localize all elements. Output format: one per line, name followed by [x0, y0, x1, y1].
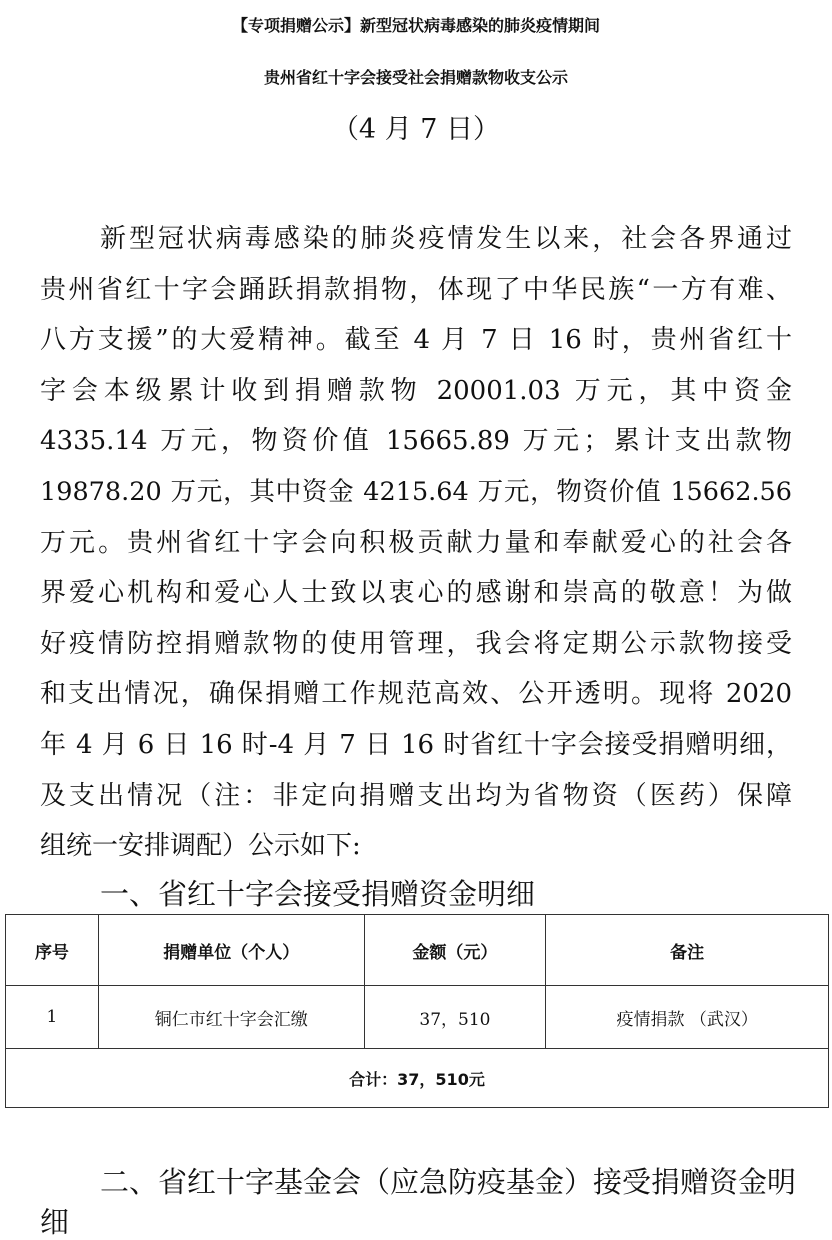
document-title-line-2: 贵州省红十字会接受社会捐赠款物收支公示 — [263, 68, 568, 87]
table-total-row — [6, 1049, 829, 1108]
cell-donor: 铜仁市红十字会汇缴 — [98, 986, 364, 1049]
paragraph-line: 4335.14 万元，物资价值 15665.89 万元；累计支出款物 — [40, 426, 792, 457]
paragraph-line: 界爱心机构和爱心人士致以衷心的感谢和崇高的敬意！为做 — [40, 578, 792, 609]
donation-table — [5, 914, 829, 1108]
paragraph-line: 好疫情防控捐赠款物的使用管理，我会将定期公示款物接受 — [40, 628, 792, 659]
section-1-heading: 一、省红十字会接受捐赠资金明细 — [100, 877, 536, 911]
table-row — [6, 986, 829, 1049]
paragraph-line: 万元。贵州省红十字会向积极贡献力量和奉献爱心的社会各 — [40, 527, 792, 558]
table-header-row — [6, 915, 829, 986]
paragraph-line: 和支出情况，确保捐赠工作规范高效、公开透明。现将 2020 — [40, 679, 792, 710]
paragraph-line: 新型冠状病毒感染的肺炎疫情发生以来，社会各界通过 — [100, 224, 792, 254]
paragraph-line: 贵州省红十字会踊跃捐款捐物，体现了中华民族“一方有难、 — [40, 274, 792, 305]
cell-amount: 37，510 — [364, 986, 546, 1049]
column-header-donor: 捐赠单位（个人） — [98, 915, 364, 986]
column-header-note: 备注 — [546, 915, 829, 986]
column-header-index: 序号 — [6, 915, 99, 986]
section-2-heading-continued: 细 — [40, 1205, 70, 1239]
cell-total: 合计：37，510元 — [6, 1049, 829, 1108]
section-2-heading: 二、省红十字基金会（应急防疫基金）接受捐赠资金明 — [100, 1165, 797, 1199]
paragraph-line: 年 4 月 6 日 16 时-4 月 7 日 16 时省红十字会接受捐赠明细， — [40, 729, 792, 760]
column-header-amount: 金额（元） — [364, 915, 546, 986]
document-date: （4 月 7 日） — [331, 114, 501, 145]
cell-note: 疫情捐款 （武汉） — [546, 986, 829, 1049]
paragraph-line: 及支出情况（注：非定向捐赠支出均为省物资（医药）保障 — [40, 780, 792, 811]
intro-paragraph — [40, 214, 792, 872]
paragraph-line: 字会本级累计收到捐赠款物 20001.03 万元，其中资金 — [40, 375, 792, 406]
paragraph-line: 19878.20 万元，其中资金 4215.64 万元，物资价值 15662.56 — [40, 476, 792, 507]
document-title-line-1: 【专项捐赠公示】新型冠状病毒感染的肺炎疫情期间 — [231, 16, 600, 35]
cell-index: 1 — [6, 986, 99, 1049]
paragraph-line: 八方支援”的大爱精神。截至 4 月 7 日 16 时，贵州省红十 — [40, 325, 792, 356]
paragraph-line: 组统一安排调配）公示如下: — [40, 831, 361, 862]
